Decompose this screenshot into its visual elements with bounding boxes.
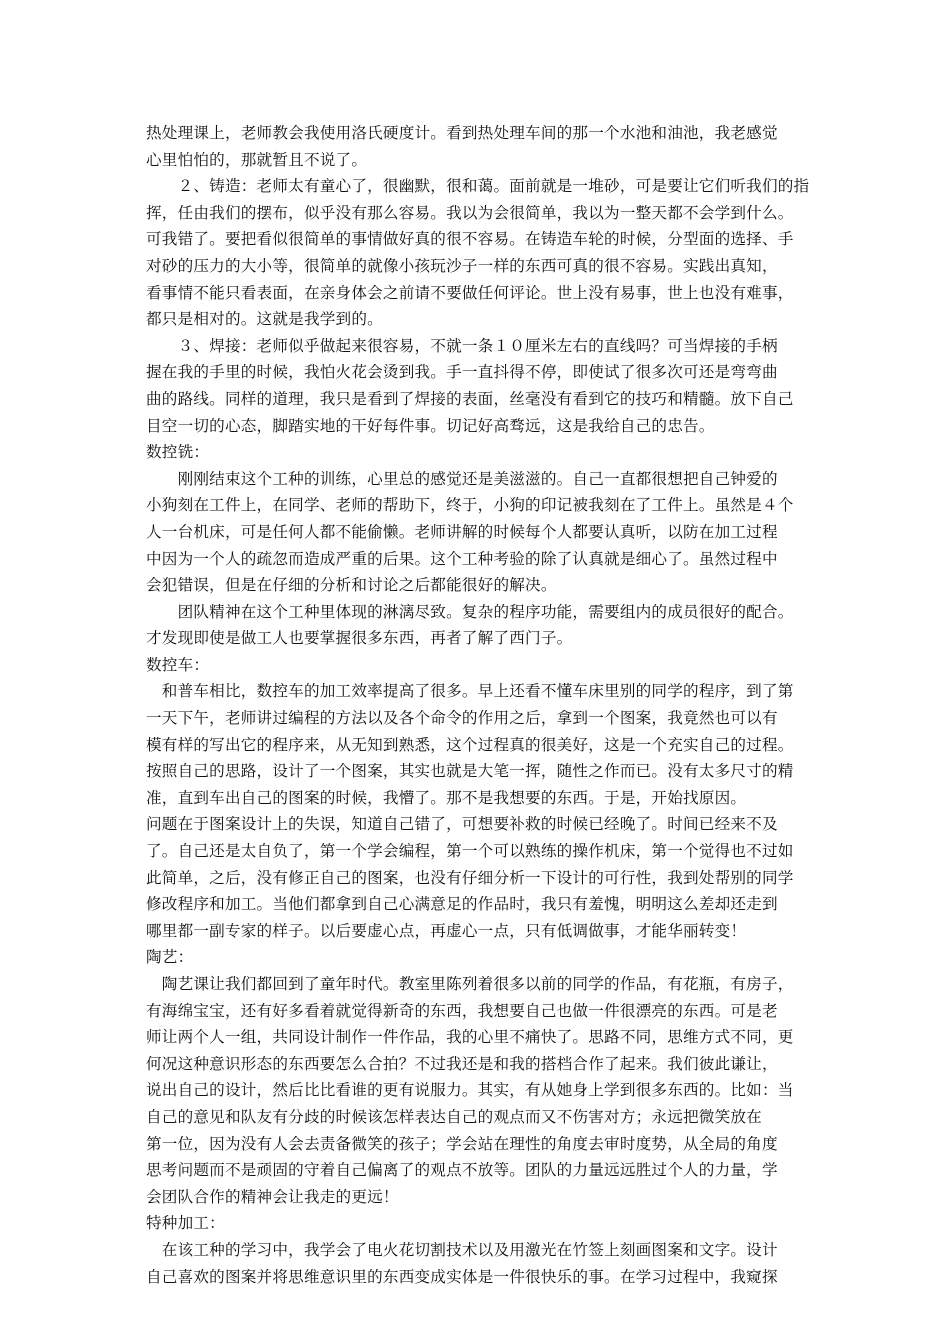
text-line: 挥，任由我们的摆布，似乎没有那么容易。我以为会很简单，我以为一整天都不会学到什么。 <box>146 203 794 222</box>
text-line: 陶艺课让我们都回到了童年时代。教室里陈列着很多以前的同学的作品，有花瓶，有房子， <box>146 975 794 993</box>
text-line: 模有样的写出它的程序来，从无知到熟悉，这个过程真的很美好，这是一个充实自己的过程。 <box>146 735 794 754</box>
text-line: 第一位，因为没有人会去责备微笑的孩子；学会站在理性的角度去审时度势，从全局的角度 <box>146 1134 778 1153</box>
document-body <box>146 120 808 1290</box>
text-line: 何况这种意识形态的东西要怎么合拍？不过我还是和我的搭档合作了起来。我们彼此谦让， <box>146 1054 778 1073</box>
text-line: 师让两个人一组，共同设计制作一件作品，我的心里不痛快了。思路不同，思维方式不同，更 <box>146 1028 794 1047</box>
text-line: 会团队合作的精神会让我走的更远！ <box>146 1187 399 1206</box>
section-heading: 陶艺： <box>146 948 194 967</box>
text-line: 握在我的手里的时候，我怕火花会烫到我。手一直抖得不停，即使试了很多次可还是弯弯曲 <box>146 363 778 382</box>
text-line: 刚刚结束这个工种的训练，心里总的感觉还是美滋滋的。自己一直都很想把自己钟爱的 <box>146 469 778 488</box>
text-line: 和普车相比，数控车的加工效率提高了很多。早上还看不懂车床里别的同学的程序，到了第 <box>146 682 794 701</box>
text-line: 说出自己的设计，然后比比看谁的更有说服力。其实，有从她身上学到很多东西的。比如：当 <box>146 1081 794 1100</box>
text-line: 团队精神在这个工种里体现的淋漓尽致。复杂的程序功能，需要组内的成员很好的配合。 <box>146 602 794 621</box>
text-line: 修改程序和加工。当他们都拿到自己心满意足的作品时，我只有羞愧，明明这么差却还走到 <box>146 895 778 914</box>
text-line: 问题在于图案设计上的失误，知道自己错了，可想要补救的时候已经晚了。时间已经来不及 <box>146 815 778 834</box>
text-line: ２、铸造：老师太有童心了，很幽默，很和蔼。面前就是一堆砂，可是要让它们听我们的指 <box>146 177 810 196</box>
text-line: 中因为一个人的疏忽而造成严重的后果。这个工种考验的除了认真就是细心了。虽然过程中 <box>146 549 778 568</box>
text-line: 有海绵宝宝，还有好多看着就觉得新奇的东西，我想要自己也做一件很漂亮的东西。可是老 <box>146 1001 778 1020</box>
text-line: 看事情不能只看表面，在亲身体会之前请不要做任何评论。世上没有易事，世上也没有难事， <box>146 283 794 302</box>
text-line: 准，直到车出自己的图案的时候，我懵了。那不是我想要的东西。于是，开始找原因。 <box>146 788 747 807</box>
text-line: 对砂的压力的大小等，很简单的就像小孩玩沙子一样的东西可真的很不容易。实践出真知， <box>146 256 778 275</box>
text-line: 按照自己的思路，设计了一个图案，其实也就是大笔一挥，随性之作而已。没有太多尺寸的精 <box>146 762 794 781</box>
text-line: 才发现即使是做工人也要掌握很多东西，再者了解了西门子。 <box>146 629 573 648</box>
text-line: 在该工种的学习中，我学会了电火花切割技术以及用激光在竹签上刻画图案和文字。设计 <box>146 1240 778 1259</box>
text-line: 自己喜欢的图案并将思维意识里的东西变成实体是一件很快乐的事。在学习过程中，我窥探 <box>146 1267 778 1286</box>
text-line: 人一台机床，可是任何人都不能偷懒。老师讲解的时候每个人都要认真听，以防在加工过程 <box>146 522 778 541</box>
section-heading: 数控车： <box>146 655 210 674</box>
section-heading: 特种加工： <box>146 1214 225 1233</box>
text-line: 思考问题而不是顽固的守着自己偏离了的观点不放等。团队的力量远远胜过个人的力量，学 <box>146 1161 778 1180</box>
text-line: 心里怕怕的，那就暂且不说了。 <box>146 150 368 169</box>
text-line: 可我错了。要把看似很简单的事情做好真的很不容易。在铸造车轮的时候，分型面的选择、手 <box>146 230 794 249</box>
text-line: 了。自己还是太自负了，第一个学会编程，第一个可以熟练的操作机床，第一个觉得也不过如 <box>146 842 794 861</box>
text-line: 一天下午，老师讲过编程的方法以及各个命令的作用之后，拿到一个图案，我竟然也可以有 <box>146 709 778 728</box>
section-heading: 数控铣： <box>146 443 210 462</box>
text-line: 曲的路线。同样的道理，我只是看到了焊接的表面，丝毫没有看到它的技巧和精髓。放下自己 <box>146 389 794 408</box>
text-line: ３、焊接：老师似乎做起来很容易，不就一条１０厘米左右的直线吗？可当焊接的手柄 <box>146 336 778 355</box>
text-line: 自己的意见和队友有分歧的时候该怎样表达自己的观点而又不伤害对方；永远把微笑放在 <box>146 1107 762 1126</box>
text-line: 目空一切的心态，脚踏实地的干好每件事。切记好高骛远，这是我给自己的忠告。 <box>146 416 715 435</box>
text-line: 哪里都一副专家的样子。以后要虚心点，再虚心一点，只有低调做事，才能华丽转变！ <box>146 921 747 940</box>
text-line: 会犯错误，但是在仔细的分析和讨论之后都能很好的解决。 <box>146 576 557 595</box>
text-line: 小狗刻在工件上，在同学、老师的帮助下，终于，小狗的印记被我刻在了工件上。虽然是４个 <box>146 496 794 515</box>
text-line: 热处理课上，老师教会我使用洛氏硬度计。看到热处理车间的那一个水池和油池，我老感觉 <box>146 124 778 142</box>
text-line: 此简单，之后，没有修正自己的图案，也没有仔细分析一下设计的可行性，我到处帮别的同学 <box>146 868 794 887</box>
text-line: 都只是相对的。这就是我学到的。 <box>146 310 383 329</box>
